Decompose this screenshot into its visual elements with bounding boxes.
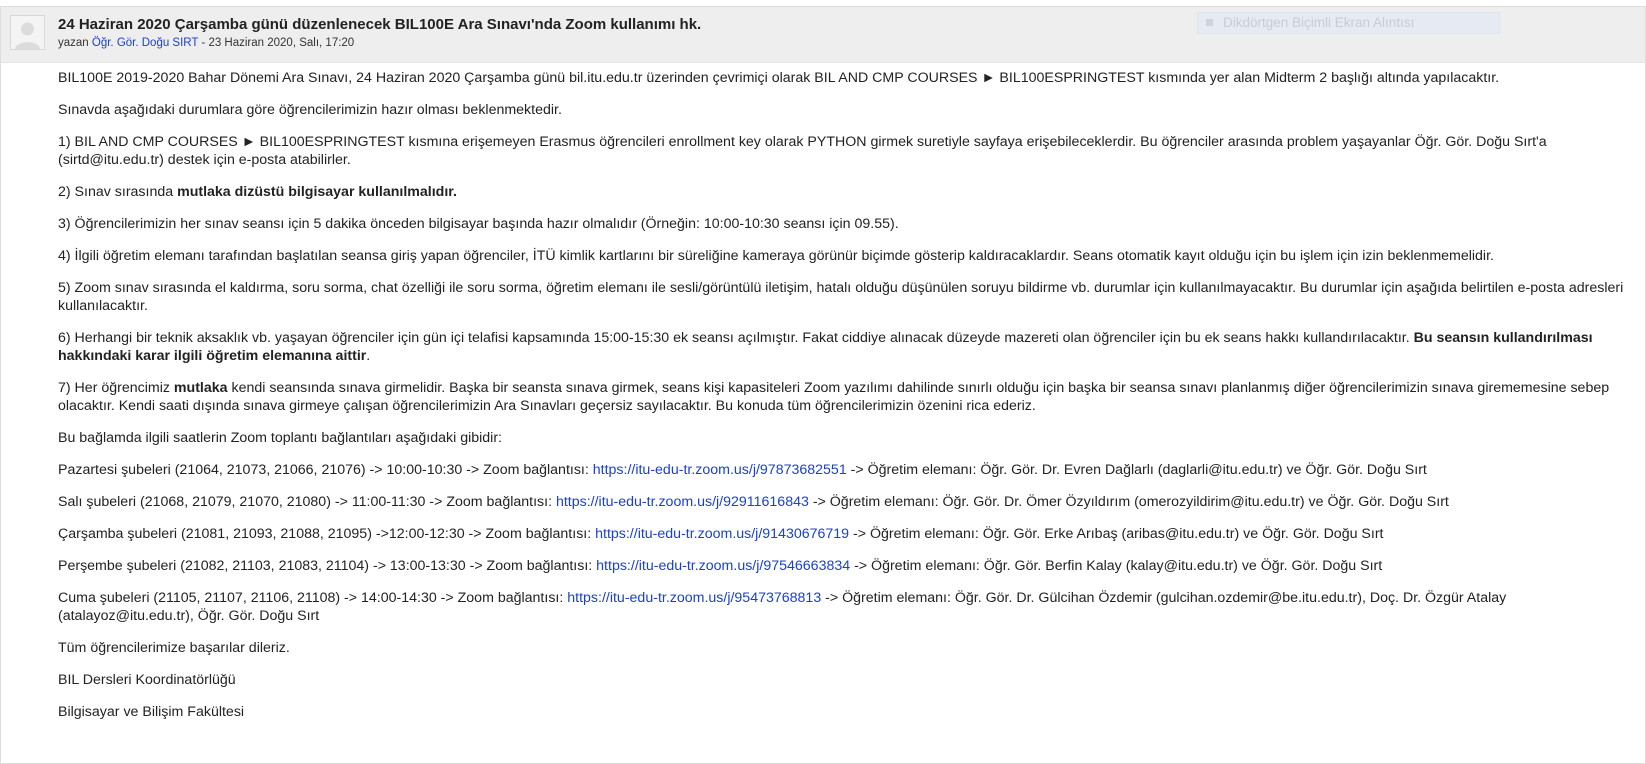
session-text: Salı şubeleri (21068, 21079, 21070, 21080) -> 11:00-11:30 -> Zoom bağlantısı: [58,494,556,510]
session-friday [58,589,1638,625]
paragraph-intro: BIL100E 2019-2020 Bahar Dönemi Ara Sınavı, 24 Haziran 2020 Çarşamba günü bil.itu.edu.tr üzerinden çevrimiçi olarak BIL AND CMP COURSES ► BIL100ESPRINGTEST kısmında yer alan Midterm 2 başlığı altında yapılacaktır. [58,70,1500,86]
rule-6-bold: Bu seansın kullandırılması hakkındaki karar ilgili öğretim elemanına aittir [58,330,1593,364]
paragraph-rule-1: 1) BIL AND CMP COURSES ► BIL100ESPRINGTEST kısmına erişemeyen Erasmus öğrencileri enrollment key olarak PYTHON girmek suretiyle sayfaya erişebileceklerdir. Bu öğrenciler arasında problem yaşayanlar Öğr. Gör. Doğu Sırt'a (sirtd@itu.edu.tr) destek için e-posta atabilirler. [58,134,1547,168]
forum-post [0,6,1646,764]
session-instructor: -> Öğretim elemanı: Öğr. Gör. Dr. Evren Dağlarlı (daglarli@itu.edu.tr) ve Öğr. Gör. Doğu Sırt [846,462,1427,478]
paragraph-rule-7 [58,379,1638,415]
overlay-text: Dikdörtgen Biçimli Ekran Alıntısı [1223,15,1415,30]
post-subject: 24 Haziran 2020 Çarşamba günü düzenlenecek BIL100E Ara Sınavı'nda Zoom kullanımı hk. [58,16,702,33]
paragraph-rule-6 [58,329,1638,365]
zoom-link[interactable]: https://itu-edu-tr.zoom.us/j/92911616843 [555,494,809,510]
session-instructor: -> Öğretim elemanı: Öğr. Gör. Berfin Kalay (kalay@itu.edu.tr) ve Öğr. Gör. Doğu Sırt [850,558,1383,574]
avatar[interactable] [10,15,45,50]
rule-7-bold: mutlaka [173,380,228,396]
rule-2-bold: mutlaka dizüstü bilgisayar kullanılmalıdır. [177,184,457,200]
paragraph-rule-5: 5) Zoom sınav sırasında el kaldırma, soru sorma, chat özelliği ile soru sorma, öğretim elemanı ile sesli/görüntülü iletişim, hatalı olduğu düşünülen soruyu bildirme vb. durumlar için kullanılmayacaktır. Bu durumlar için aşağıda belirtilen e-posta adresleri kullanılacaktır. [58,280,1624,314]
closing-wishes: Tüm öğrencilerimize başarılar dileriz. [58,640,290,656]
paragraph-links-intro: Bu bağlamda ilgili saatlerin Zoom toplantı bağlantıları aşağıdaki gibidir: [58,430,503,446]
post-header [1,7,1645,63]
post-byline [58,37,354,49]
session-wednesday [58,525,1638,543]
rule-6-text: 6) Herhangi bir teknik aksaklık vb. yaşayan öğrenciler için gün içi telafisi kapsamında 15:00-15:30 ek seansı açılmıştır. Fakat ciddiye alınacak düzeyde mazereti olan öğrenciler için bu ek seans hakkı kullandırılacaktır. [58,330,1414,346]
closing-coordinator: BIL Dersleri Koordinatörlüğü [58,672,236,688]
post-content [58,69,1638,735]
zoom-link[interactable]: https://itu-edu-tr.zoom.us/j/97873682551 [592,462,847,478]
rule-6-end: . [366,348,371,364]
session-instructor: -> Öğretim elemanı: Öğr. Gör. Dr. Ömer Özyıldırım (omerozyildirim@itu.edu.tr) ve Öğr. Gör. Doğu Sırt [808,494,1449,510]
session-text: Pazartesi şubeleri (21064, 21073, 21066, 21076) -> 10:00-10:30 -> Zoom bağlantısı: [58,462,593,478]
by-prefix: yazan [58,37,92,49]
user-avatar-icon [11,16,44,49]
screenshot-overlay-label [1197,12,1500,34]
session-text: Cuma şubeleri (21105, 21107, 21106, 21108) -> 14:00-14:30 -> Zoom bağlantısı: [58,590,568,606]
rule-7-text-a: 7) Her öğrencimiz [58,380,174,396]
author-link[interactable]: Öğr. Gör. Doğu SIRT [91,37,199,49]
zoom-link[interactable]: https://itu-edu-tr.zoom.us/j/91430676719 [595,526,850,542]
zoom-link[interactable]: https://itu-edu-tr.zoom.us/j/97546663834 [596,558,851,574]
session-thursday [58,557,1638,575]
square-icon [1206,19,1213,26]
rule-2-text: 2) Sınav sırasında [58,184,178,200]
session-tuesday [58,493,1638,511]
post-date: - 23 Haziran 2020, Salı, 17:20 [198,37,355,49]
paragraph-rule-2 [58,183,1638,201]
session-instructor: -> Öğretim elemanı: Öğr. Gör. Dr. Gülcihan Özdemir (gulcihan.ozdemir@be.itu.edu.tr), Doç. Dr. Özgür Atalay (atalayoz@itu.edu.tr), Öğr. Gör. Doğu Sırt [58,590,1507,624]
session-instructor: -> Öğretim elemanı: Öğr. Gör. Erke Arıbaş (aribas@itu.edu.tr) ve Öğr. Gör. Doğu Sırt [849,526,1384,542]
paragraph-rule-3: 3) Öğrencilerimizin her sınav seansı için 5 dakika önceden bilgisayar başında hazır olmalıdır (Örneğin: 10:00-10:30 seansı için 09.55). [58,216,899,232]
session-text: Çarşamba şubeleri (21081, 21093, 21088, 21095) ->12:00-12:30 -> Zoom bağlantısı: [58,526,596,542]
paragraph-rule-4: 4) İlgili öğretim elemanı tarafından başlatılan seansa giriş yapan öğrenciler, İTÜ kimlik kartlarını bir süreliğine kameraya görünür biçimde gösterip kaldıracaklardır. Seans otomatik kayıt olduğu için bu işlem için izin beklenmemelidir. [58,248,1494,264]
closing-faculty: Bilgisayar ve Bilişim Fakültesi [58,704,245,720]
zoom-link[interactable]: https://itu-edu-tr.zoom.us/j/95473768813 [567,590,822,606]
session-text: Perşembe şubeleri (21082, 21103, 21083, 21104) -> 13:00-13:30 -> Zoom bağlantısı: [58,558,597,574]
session-monday [58,461,1638,479]
paragraph-expectation: Sınavda aşağıdaki durumlara göre öğrencilerimizin hazır olması beklenmektedir. [58,102,562,118]
rule-7-text-b: kendi seansında sınava girmelidir. Başka bir seansta sınava girmek, seans kişi kapasiteleri Zoom yazılımı dahilinde sınırlı olduğu için başka bir seansa sınavı planlanmış diğer öğrencilerimizin sınava girememesine sebep olacaktır. Kendi saati dışında sınava girmeye çalışan öğrencilerimizin Ara Sınavları geçersiz sayılacaktır. Bu konuda tüm öğrencilerimizin özenini rica ederiz. [58,380,1610,414]
